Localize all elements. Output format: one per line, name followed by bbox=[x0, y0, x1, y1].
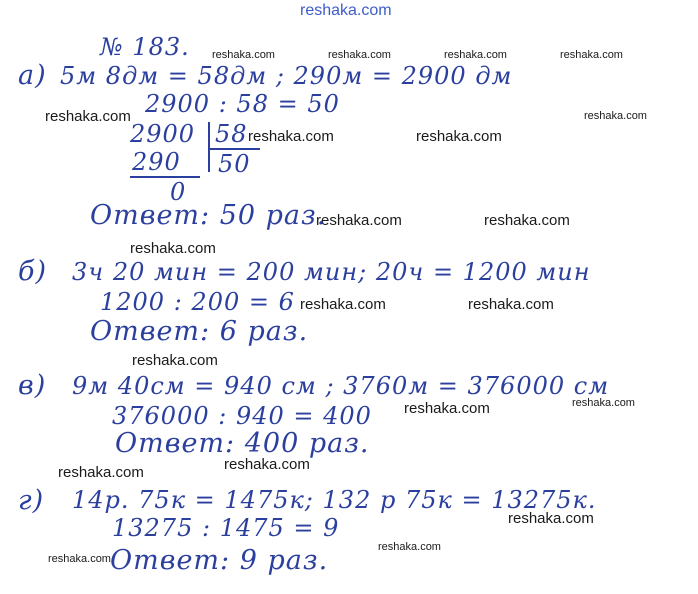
part-b-line1: 3ч 20 мин = 200 мин; 20ч = 1200 мин bbox=[72, 258, 591, 286]
watermark: reshaka.com bbox=[378, 541, 441, 553]
watermark: reshaka.com bbox=[584, 110, 647, 122]
part-a-long-division-remainder: 0 bbox=[170, 178, 187, 206]
part-a-long-division-dividend: 2900 bbox=[130, 120, 196, 148]
watermark: reshaka.com bbox=[224, 456, 310, 473]
watermark: reshaka.com bbox=[404, 400, 490, 417]
watermark: reshaka.com bbox=[48, 553, 111, 565]
division-bar-horizontal bbox=[210, 148, 260, 150]
part-a-letter: а) bbox=[18, 60, 47, 91]
watermark: reshaka.com bbox=[58, 464, 144, 481]
part-a-long-division-quotient: 50 bbox=[218, 150, 251, 178]
part-v-line1: 9м 40см = 940 см ; 3760м = 376000 см bbox=[72, 372, 610, 400]
part-b-letter: б) bbox=[18, 256, 48, 287]
part-v-answer: Ответ: 400 раз. bbox=[115, 428, 370, 459]
watermark: reshaka.com bbox=[484, 212, 570, 229]
part-v-letter: в) bbox=[18, 370, 47, 401]
watermark: reshaka.com bbox=[328, 49, 391, 61]
part-a-answer: Ответ: 50 раз. bbox=[90, 200, 327, 231]
part-g-line2: 13275 : 1475 = 9 bbox=[112, 514, 340, 542]
watermark: reshaka.com bbox=[300, 296, 386, 313]
watermark: reshaka.com bbox=[508, 510, 594, 527]
watermark: reshaka.com bbox=[560, 49, 623, 61]
problem-number: № 183. bbox=[100, 33, 190, 61]
part-a-long-division-subtrahend: 290 bbox=[132, 148, 181, 176]
part-a-line2: 2900 : 58 = 50 bbox=[145, 90, 340, 118]
watermark: reshaka.com bbox=[468, 296, 554, 313]
part-g-letter: г) bbox=[18, 485, 45, 516]
division-underline bbox=[130, 176, 200, 178]
watermark: reshaka.com bbox=[248, 128, 334, 145]
part-b-line2: 1200 : 200 = 6 bbox=[100, 288, 295, 316]
watermark: reshaka.com bbox=[130, 240, 216, 257]
part-b-answer: Ответ: 6 раз. bbox=[90, 316, 309, 347]
watermark: reshaka.com bbox=[444, 49, 507, 61]
watermark: reshaka.com bbox=[132, 352, 218, 369]
watermark: reshaka.com bbox=[212, 49, 275, 61]
part-a-line1: 5м 8дм = 58дм ; 290м = 2900 дм bbox=[60, 62, 513, 90]
watermark: reshaka.com bbox=[572, 397, 635, 409]
watermark: reshaka.com bbox=[45, 108, 131, 125]
part-g-answer: Ответ: 9 раз. bbox=[110, 545, 329, 576]
watermark-top: reshaka.com bbox=[300, 2, 392, 19]
watermark: reshaka.com bbox=[316, 212, 402, 229]
part-g-line1: 14р. 75к = 1475к; 132 р 75к = 13275к. bbox=[72, 486, 597, 514]
part-a-long-division-divisor: 58 bbox=[215, 120, 248, 148]
watermark: reshaka.com bbox=[416, 128, 502, 145]
part-v-line2: 376000 : 940 = 400 bbox=[112, 402, 372, 430]
division-bar-vertical bbox=[208, 122, 210, 172]
